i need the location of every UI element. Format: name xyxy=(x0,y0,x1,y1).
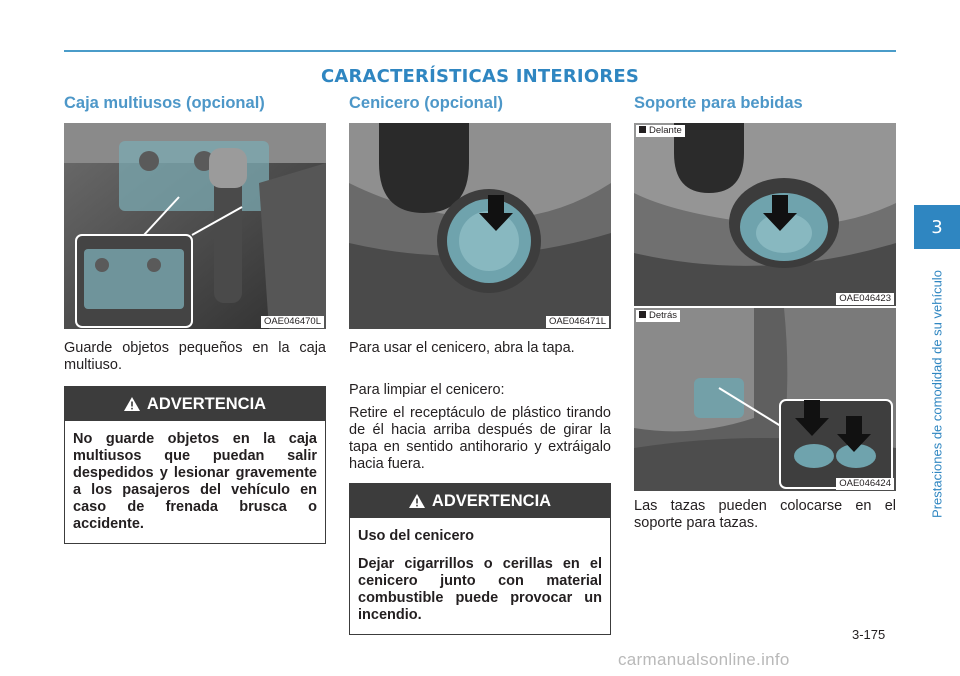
photo-code-front: OAE046423 xyxy=(836,293,894,305)
warning-box-ashtray xyxy=(349,483,611,635)
warning-title: ADVERTENCIA xyxy=(431,491,552,510)
column-storage-box xyxy=(64,92,326,552)
rear-tag xyxy=(636,310,680,322)
chapter-tab: 3 xyxy=(914,205,960,249)
ashtray-text-clean: Retire el receptáculo de plástico tirando de él hacia arriba después de girar la tapa en sentido antihorario y extráigalo hacia fuera. xyxy=(349,405,611,472)
front-tag xyxy=(636,125,685,137)
page-number: 3-175 xyxy=(852,627,886,642)
front-cup-holder-illustration xyxy=(634,123,896,306)
warning-triangle-icon xyxy=(409,494,425,508)
warning-text: Dejar cigarrillos o cerillas en el cenicero junto con material combustible puede provocar un incendio. xyxy=(358,556,602,623)
warning-box-storage xyxy=(64,386,326,544)
square-bullet-icon xyxy=(639,126,646,133)
storage-box-text: Guarde objetos pequeños en la caja multiuso. xyxy=(64,340,326,373)
warning-triangle-icon xyxy=(124,397,140,411)
warning-body xyxy=(65,421,325,543)
ashtray-illustration xyxy=(349,123,611,329)
heading-ashtray: Cenicero (opcional) xyxy=(349,94,504,112)
heading-cup-holder: Soporte para bebidas xyxy=(634,94,803,112)
square-bullet-icon xyxy=(639,311,646,318)
photo-code: OAE046471L xyxy=(546,316,609,328)
warning-text: No guarde objetos en la caja multiusos que puedan salir despedidos y lesionar gravemente a los pasajeros del vehículo en caso de frenada brusca o accidente. xyxy=(73,431,317,532)
header-rule xyxy=(64,50,896,52)
warning-title: ADVERTENCIA xyxy=(146,394,267,413)
front-label: Delante xyxy=(649,125,682,136)
warning-header xyxy=(65,387,325,421)
photo-ashtray xyxy=(349,123,611,329)
photo-cup-holder-rear xyxy=(634,306,896,491)
photo-storage-box xyxy=(64,123,326,329)
column-ashtray xyxy=(349,92,611,652)
watermark: carmanualsonline.info xyxy=(618,650,790,669)
section-title: CARACTERÍSTICAS INTERIORES xyxy=(320,66,640,87)
photo-code-rear: OAE046424 xyxy=(836,478,894,490)
ashtray-text-clean-heading: Para limpiar el cenicero: xyxy=(349,382,505,398)
storage-box-illustration xyxy=(64,123,326,329)
column-cup-holder xyxy=(634,92,896,552)
heading-storage-box: Caja multiusos (opcional) xyxy=(64,94,265,112)
rear-cup-holder-illustration xyxy=(634,308,896,491)
chapter-title-vertical: Prestaciones de comodidad de su vehículo xyxy=(929,270,945,518)
warning-body xyxy=(350,518,610,634)
rear-label: Detrás xyxy=(649,310,677,321)
warning-subtitle: Uso del cenicero xyxy=(358,528,475,544)
photo-cup-holder-front xyxy=(634,123,896,306)
cup-holder-text: Las tazas pueden colocarse en el soporte para tazas. xyxy=(634,498,896,531)
photo-code: OAE046470L xyxy=(261,316,324,328)
warning-header xyxy=(350,484,610,518)
ashtray-text-open: Para usar el cenicero, abra la tapa. xyxy=(349,340,575,356)
